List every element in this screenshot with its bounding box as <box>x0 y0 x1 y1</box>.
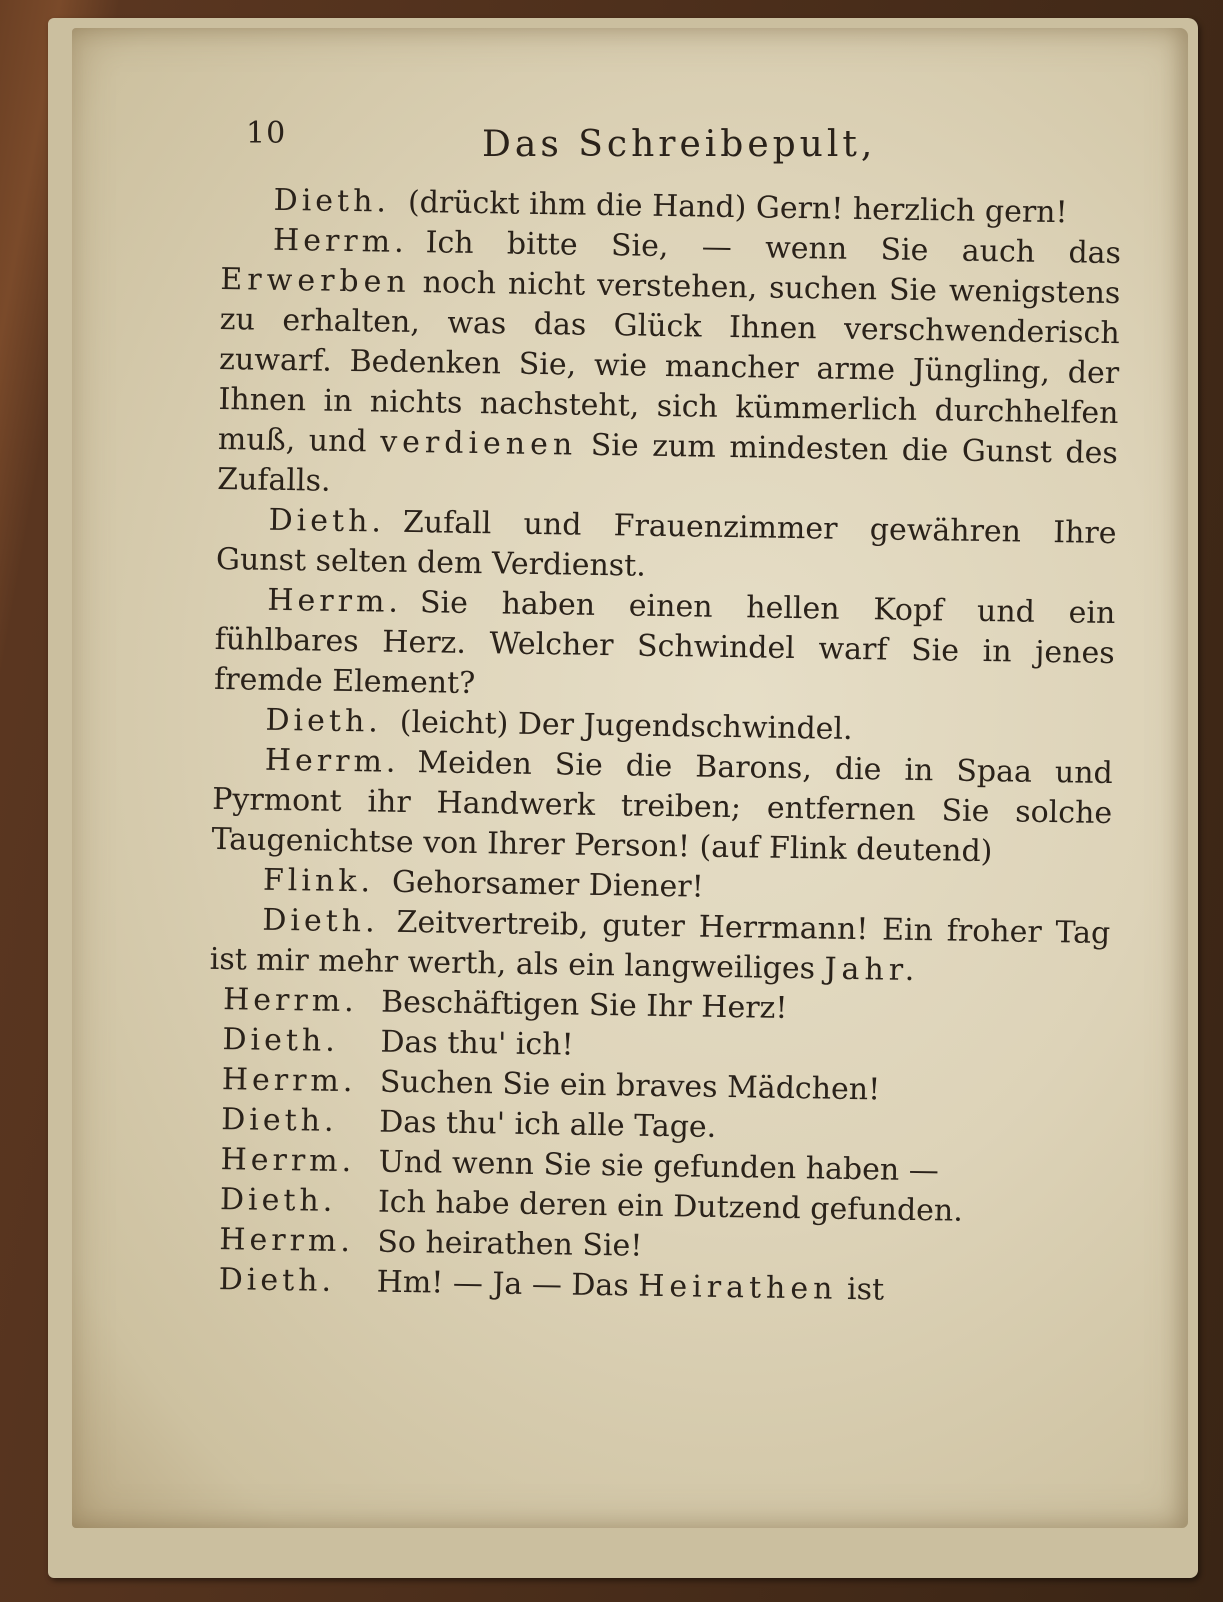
speech-text: Das thu' ich alle Tage. <box>378 1104 717 1145</box>
speech-text: Ich bitte Sie, — wenn Sie auch das <box>425 225 1122 272</box>
speech-text: ist <box>846 1271 885 1308</box>
speech-text: Sie zum mindesten die Gunst des Zufalls. <box>217 427 1119 499</box>
speaker-name: Herrm. <box>272 222 408 260</box>
speech-text: Meiden Sie die Barons, die in Spaa und Pyrmont ihr Handwerk treiben; entfernen Sie solche Taugenichtse von Ihrer Person! (auf Flink deutend) <box>211 745 1114 870</box>
speech-text: (drückt ihm die Hand) Gern! herzlich gern! <box>407 184 1068 231</box>
speech-text: Sie haben einen hellen Kopf und ein fühlbares Herz. Welcher Schwindel warf Sie in jenes fremde Element? <box>213 585 1116 702</box>
speaker-name: Dieth. <box>218 1262 336 1299</box>
speech-text: Zufall und Frauenzimmer gewähren Ihre Gunst selten dem Verdienst. <box>215 504 1117 584</box>
speaker-name: Herrm. <box>220 1142 356 1180</box>
dialogue-text <box>204 180 1121 1314</box>
emphasized-word: Erwerben <box>220 261 411 300</box>
speaker-name: Herrm. <box>264 742 400 780</box>
speaker-name: Dieth. <box>219 1182 337 1219</box>
speech-text: Zeitvertreib, guter Herrmann! Ein froher Tag ist mir mehr werth, als ein langweiliges <box>209 904 1111 987</box>
speaker-name: Dieth. <box>273 182 391 220</box>
speech-text: So heirathen Sie! <box>377 1224 643 1264</box>
speech-text: Das thu' ich! <box>380 1024 574 1063</box>
emphasized-word: Heirathen <box>638 1268 838 1307</box>
speech-paragraph <box>217 220 1121 514</box>
speech-text: Ich habe deren ein Dutzend gefunden. <box>377 1184 964 1229</box>
emphasized-word: verdienen <box>379 424 578 463</box>
running-title: Das Schreibepult, <box>482 124 877 165</box>
page-number: 10 <box>246 116 287 151</box>
speaker-name: Dieth. <box>222 1022 340 1059</box>
speech-text: Und wenn Sie sie gefunden haben — <box>378 1144 940 1189</box>
speaker-name: Dieth. <box>220 1102 338 1139</box>
speech-text: Beschäftigen Sie Ihr Herz! <box>380 984 788 1026</box>
book-page <box>72 28 1188 1528</box>
speech-paragraph <box>216 500 1117 594</box>
speaker-name: Dieth. <box>262 902 379 940</box>
emphasized-word: Jahr. <box>824 951 920 989</box>
short-exchange <box>204 980 1109 1314</box>
speaker-name: Herrm. <box>222 982 358 1020</box>
speaker-name: Flink. <box>262 862 375 900</box>
speech-paragraph <box>209 900 1110 994</box>
speech-text: Suchen Sie ein braves Mädchen! <box>379 1064 881 1108</box>
speech-text: (leicht) Der Jugendschwindel. <box>399 704 853 747</box>
speech-paragraph <box>211 740 1113 874</box>
speech-text: noch nicht verstehen, suchen Sie wenigstens zu erhalten, was das Glück Ihnen verschwenderisch zuwarf. Bedenken Sie, wie mancher arme Jüngling, der Ihnen in nichts nachsteht, sich kümmerlich durchhelfen muß, und <box>217 265 1121 460</box>
speaker-name: Dieth. <box>265 702 383 740</box>
speaker-name: Herrm. <box>267 582 403 620</box>
speaker-name: Herrm. <box>221 1062 357 1100</box>
speech-paragraph <box>214 580 1116 714</box>
speaker-name: Herrm. <box>219 1222 355 1260</box>
speaker-name: Dieth. <box>268 502 386 540</box>
speech-text: Gehorsamer Diener! <box>391 864 704 905</box>
speech-text: Hm! — Ja — Das <box>376 1264 630 1304</box>
